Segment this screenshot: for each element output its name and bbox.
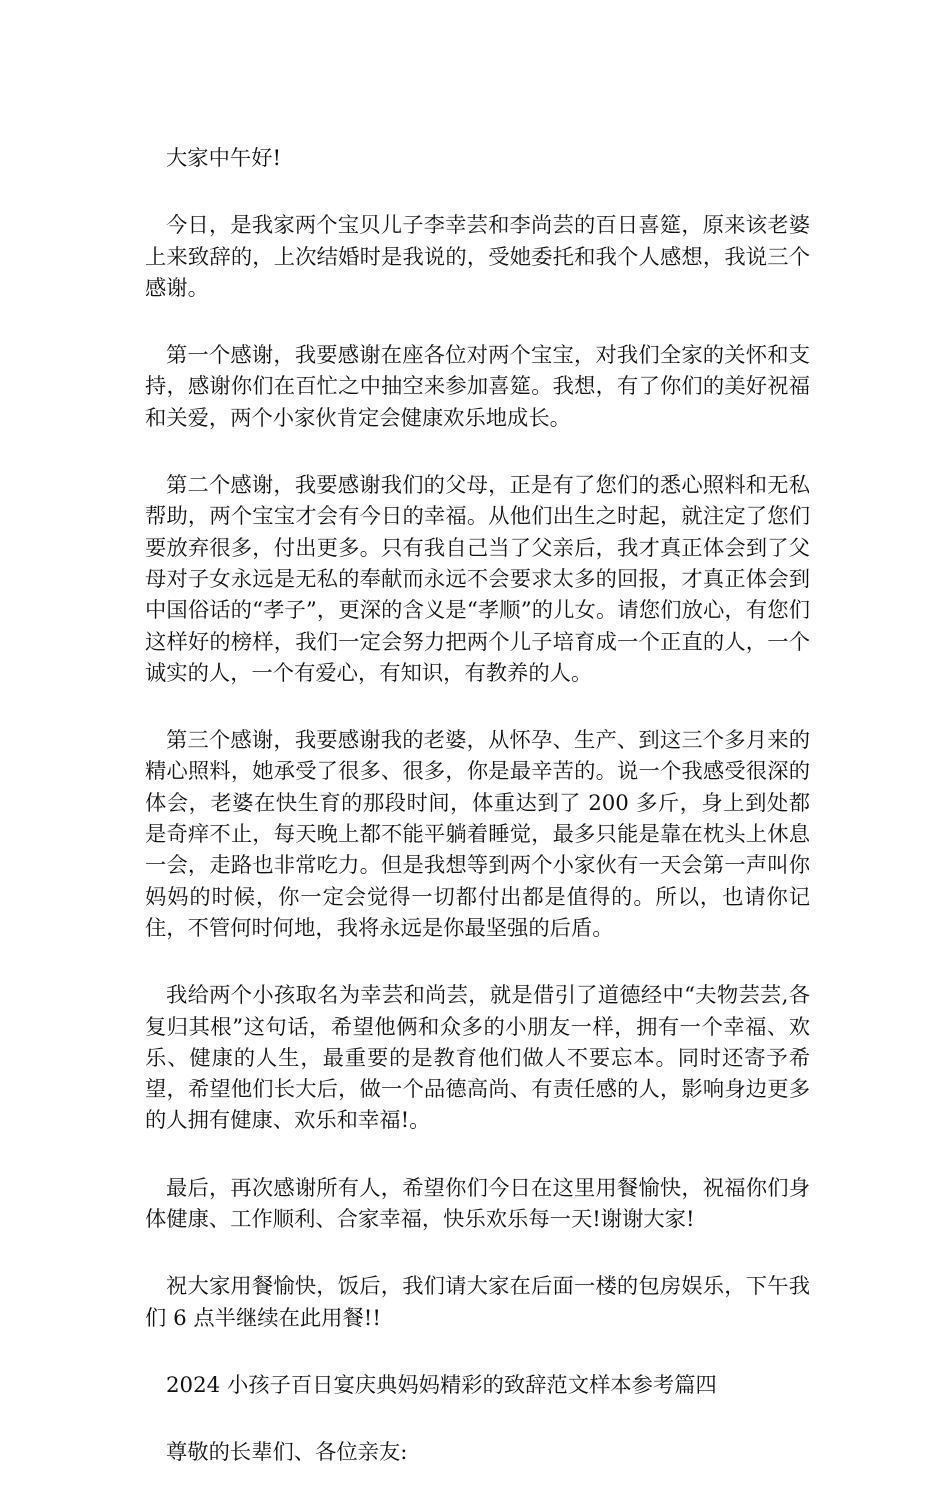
dinner-notice-paragraph: 祝大家用餐愉快，饭后，我们请大家在后面一楼的包房娱乐，下午我们 6 点半继续在此用餐!! bbox=[145, 1274, 810, 1331]
greeting-paragraph: 大家中午好! bbox=[166, 146, 282, 171]
section-heading: 2024 小孩子百日宴庆典妈妈精彩的致辞范文样本参考篇四 bbox=[166, 1372, 717, 1398]
first-thanks-paragraph: 第一个感谢，我要感谢在座各位对两个宝宝，对我们全家的关怀和支持，感谢你们在百忙之中抽空来参加喜筵。我想，有了你们的美好祝福和关爱，两个小家伙肯定会健康欢乐地成长。 bbox=[145, 343, 810, 431]
salutation-paragraph: 尊敬的长辈们、各位亲友: bbox=[166, 1440, 408, 1466]
intro-paragraph: 今日，是我家两个宝贝儿子李幸芸和李尚芸的百日喜筵，原来该老婆上来致辞的，上次结婚时是我说的，受她委托和我个人感想，我说三个感谢。 bbox=[145, 213, 810, 301]
document-page bbox=[145, 143, 810, 1505]
naming-paragraph: 我给两个小孩取名为幸芸和尚芸，就是借引了道德经中“夫物芸芸,各复归其根”这句话，希望他俩和众多的小朋友一样，拥有一个幸福、欢乐、健康的人生，最重要的是教育他们做人不要忘本。同时还寄予希望，希望他们长大后，做一个品德高尚、有责任感的人，影响身边更多的人拥有健康、欢乐和幸福!。 bbox=[145, 983, 810, 1134]
closing-thanks-paragraph: 最后，再次感谢所有人，希望你们今日在这里用餐愉快，祝福你们身体健康、工作顺利、合家幸福，快乐欢乐每一天!谢谢大家! bbox=[145, 1175, 810, 1233]
second-thanks-paragraph: 第二个感谢，我要感谢我们的父母，正是有了您们的悉心照料和无私帮助，两个宝宝才会有今日的幸福。从他们出生之时起，就注定了您们要放弃很多，付出更多。只有我自己当了父亲后，我才真正体会到了父母对子女永远是无私的奉献而永远不会要求太多的回报，才真正体会到中国俗话的“孝子”，更深的含义是“孝顺”的儿女。请您们放心，有您们这样好的榜样，我们一定会努力把两个儿子培育成一个正直的人，一个诚实的人，一个有爱心，有知识，有教养的人。 bbox=[145, 473, 810, 686]
third-thanks-paragraph: 第三个感谢，我要感谢我的老婆，从怀孕、生产、到这三个多月来的精心照料，她承受了很多、很多，你是最辛苦的。说一个我感受很深的体会，老婆在快生育的那段时间，体重达到了 200 多斤，身上到处都是奇痒不止，每天晚上都不能平躺着睡觉，最多只能是靠在枕头上休息一会，走路也非常吃力。但是我想等到两个小家伙有一天会第一声叫你妈妈的时候，你一定会觉得一切都付出都是值得的。所以，也请你记住，不管何时何地，我将永远是你最坚强的后盾。 bbox=[145, 728, 810, 941]
